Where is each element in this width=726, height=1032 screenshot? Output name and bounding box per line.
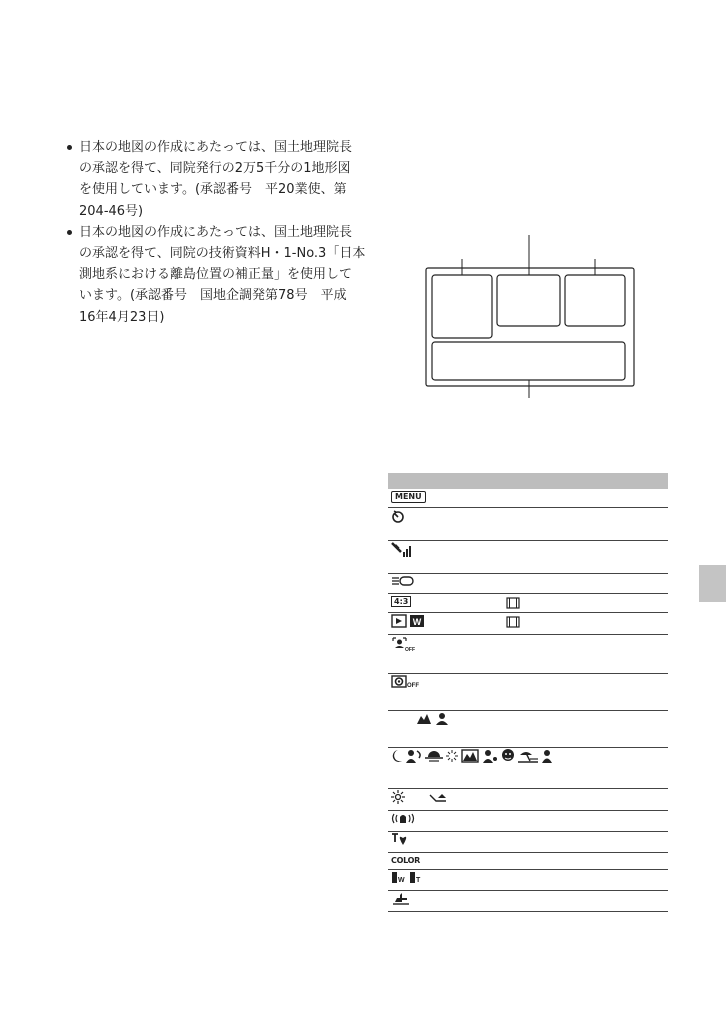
note-item xyxy=(64,222,364,328)
film-icon xyxy=(506,616,520,628)
table-row xyxy=(388,789,668,811)
film-icon xyxy=(506,597,520,609)
sunset-icon xyxy=(425,749,443,763)
landscape-box-icon xyxy=(461,749,479,763)
note-line: 16年4月23日) xyxy=(79,309,165,325)
aspect-ratio-icon: 4:3 xyxy=(391,596,411,607)
baby-icon xyxy=(500,749,516,763)
table-header-row xyxy=(388,473,668,489)
note-line: 204-46号) xyxy=(79,203,144,219)
note-line: います。(承認番号 国地企調発第78号 平成 xyxy=(79,288,347,304)
note-line: を使用しています。(承認番号 平20業使、第 xyxy=(79,182,347,198)
table-row xyxy=(388,674,668,711)
white-balance-sun-icon xyxy=(391,790,405,804)
table-row xyxy=(388,711,668,748)
snow-icon xyxy=(540,749,554,763)
note-line: の承認を得て、同院発行の2万5千分の1地形図 xyxy=(79,161,351,177)
note-line: 日本の地図の作成にあたっては、国土地理院長 xyxy=(79,140,353,155)
screen-layout-diagram xyxy=(420,228,640,400)
note-item xyxy=(64,137,364,222)
note-line: 測地系における離島位置の補正量」を使用して xyxy=(79,267,353,283)
table-row xyxy=(388,613,668,635)
area-bottom xyxy=(432,342,625,380)
table-row xyxy=(388,508,668,541)
table-row xyxy=(388,832,668,853)
face-detection-icon xyxy=(391,575,415,587)
note-line: の承認を得て、同院の技術資料H・1-No.3「日本 xyxy=(79,246,366,262)
table-row xyxy=(388,594,668,613)
table-row xyxy=(388,635,668,674)
table-row xyxy=(388,853,668,870)
menu-icon: MENU xyxy=(391,491,426,503)
color-icon: COLOR xyxy=(391,856,420,865)
spot-meter-off-icon xyxy=(391,675,421,689)
portrait-icon xyxy=(405,749,423,763)
table-row xyxy=(388,489,668,508)
screen-outline xyxy=(426,268,634,386)
svg-text:OFF: OFF xyxy=(407,683,419,689)
gps-satellite-icon xyxy=(391,542,415,558)
table-row xyxy=(388,541,668,574)
svg-text:W: W xyxy=(412,617,422,627)
self-timer-icon xyxy=(391,509,405,523)
svg-text:W: W xyxy=(398,877,405,884)
svg-text:OFF: OFF xyxy=(405,647,415,653)
wide-mode-icon xyxy=(409,614,425,628)
people-icon xyxy=(434,712,450,725)
tele-macro-icon xyxy=(391,833,409,846)
bw-icon xyxy=(391,871,407,884)
area-upper-left xyxy=(432,275,492,338)
night-scene-icon xyxy=(391,749,403,763)
movie-quality-icon xyxy=(391,614,407,628)
table-row xyxy=(388,748,668,789)
beach-icon xyxy=(518,749,538,763)
area-upper-right xyxy=(565,275,625,326)
sports-icon xyxy=(482,749,498,763)
table-row xyxy=(388,574,668,594)
table-row xyxy=(388,870,668,891)
flight-icon xyxy=(391,892,411,905)
smile-shutter-off-icon xyxy=(391,636,415,653)
table-row xyxy=(388,891,668,912)
white-balance-custom-icon xyxy=(428,792,448,804)
note-line: 日本の地図の作成にあたっては、国土地理院長 xyxy=(79,224,353,240)
section-tab-marker xyxy=(699,565,726,602)
table-row xyxy=(388,811,668,832)
sepia-icon xyxy=(409,871,425,884)
notes-list xyxy=(64,137,364,328)
fireworks-icon xyxy=(445,749,459,763)
steadyshot-off-icon xyxy=(391,812,415,825)
svg-text:T: T xyxy=(416,877,421,884)
landscape-icon xyxy=(416,712,432,725)
area-upper-center xyxy=(497,275,560,326)
icon-table xyxy=(388,473,668,912)
